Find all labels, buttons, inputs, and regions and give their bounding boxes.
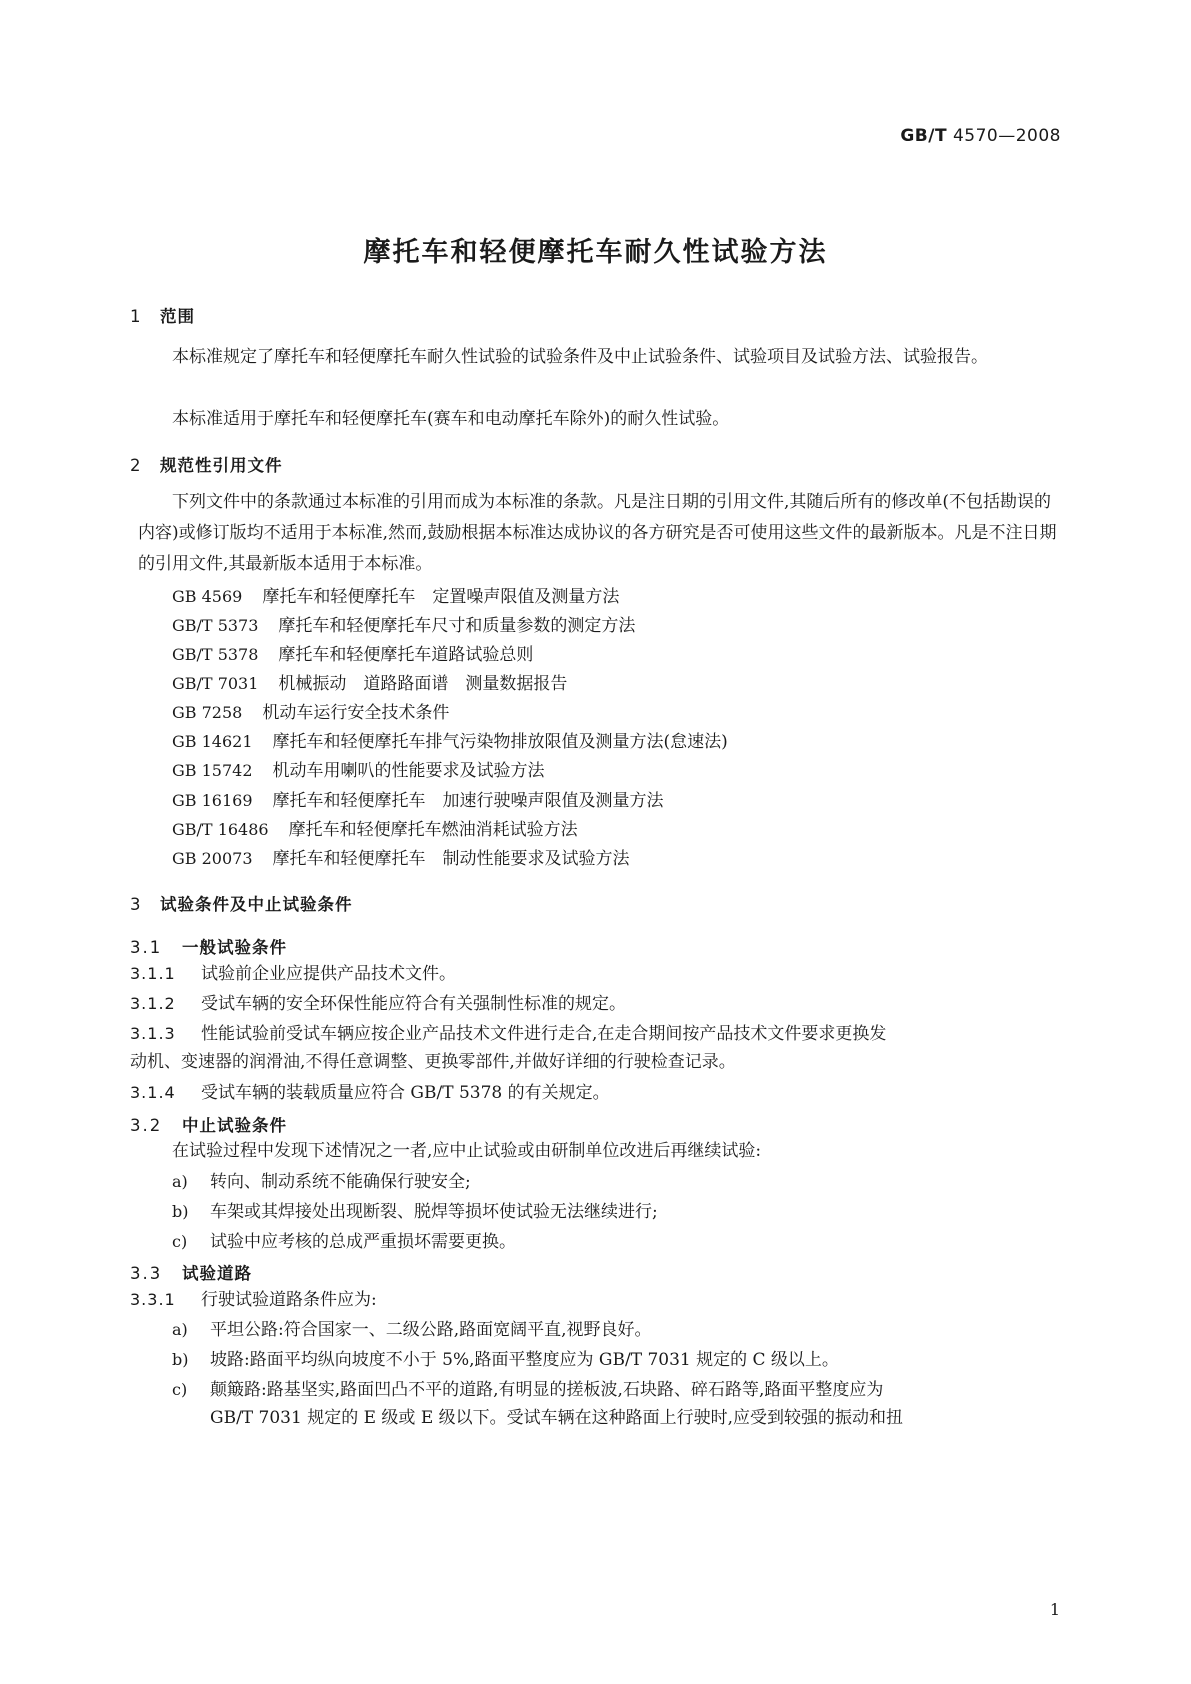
reference-item	[172, 698, 449, 723]
section-3-heading	[130, 891, 353, 915]
list-item	[172, 1226, 516, 1258]
list-text: 颠簸路:路基坚实,路面凹凸不平的道路,有明显的搓板波,石块路、碎石路等,路面平整度应为	[210, 1380, 884, 1400]
reference-code: GB/T 5378	[172, 645, 259, 664]
section-number: 3	[130, 895, 142, 914]
section-2-heading	[130, 452, 283, 476]
clause-text: 性能试验前受试车辆应按企业产品技术文件进行走合,在走合期间按产品技术文件要求更换发	[201, 1024, 887, 1044]
reference-title: 摩托车和轻便摩托车 加速行驶噪声限值及测量方法	[272, 791, 664, 811]
clause-3-1-1	[130, 958, 456, 990]
subsection-3-2-intro: 在试验过程中发现下述情况之一者,应中止试验或由研制单位改进后再继续试验:	[172, 1141, 762, 1161]
list-item	[172, 1196, 658, 1228]
subsection-number: 3.2	[130, 1116, 163, 1135]
reference-code: GB 4569	[172, 587, 243, 606]
clause-number: 3.3.1	[130, 1290, 176, 1309]
list-label: b)	[172, 1350, 189, 1369]
list-item	[172, 1374, 883, 1406]
reference-item	[172, 844, 630, 869]
reference-item	[172, 611, 635, 636]
reference-item	[172, 727, 728, 752]
list-label: a)	[172, 1320, 188, 1339]
clause-number: 3.1.2	[130, 994, 176, 1013]
list-text: 车架或其焊接处出现断裂、脱焊等损坏使试验无法继续进行;	[210, 1202, 658, 1222]
subsection-title: 试验道路	[182, 1264, 252, 1283]
document-title: 摩托车和轻便摩托车耐久性试验方法	[363, 237, 828, 268]
reference-title: 机动车运行安全技术条件	[262, 703, 450, 723]
section-title: 范围	[160, 307, 195, 326]
clause-number: 3.1.3	[130, 1024, 176, 1043]
section-number: 1	[130, 307, 142, 326]
list-text: 试验中应考核的总成严重损坏需要更换。	[210, 1232, 516, 1252]
subsection-3-3-heading	[130, 1260, 252, 1284]
subsection-title: 一般试验条件	[182, 938, 287, 957]
clause-number: 3.1.4	[130, 1083, 176, 1102]
reference-item	[172, 582, 619, 607]
list-item	[172, 1314, 652, 1346]
clause-text: 受试车辆的安全环保性能应符合有关强制性标准的规定。	[201, 994, 626, 1014]
clause-3-1-2	[130, 988, 626, 1020]
reference-item	[172, 786, 664, 811]
clause-3-3-1	[130, 1284, 377, 1316]
reference-code: GB/T 5373	[172, 616, 259, 635]
list-text: 平坦公路:符合国家一、二级公路,路面宽阔平直,视野良好。	[210, 1320, 652, 1340]
reference-title: 机动车用喇叭的性能要求及试验方法	[272, 761, 545, 781]
reference-item	[172, 756, 545, 781]
list-text: 转向、制动系统不能确保行驶安全;	[210, 1172, 471, 1192]
clause-3-1-4	[130, 1077, 610, 1109]
list-item	[172, 1344, 839, 1376]
reference-code: GB 16169	[172, 791, 253, 810]
clause-text: 受试车辆的装载质量应符合 GB/T 5378 的有关规定。	[201, 1083, 610, 1103]
subsection-3-1-heading	[130, 934, 287, 958]
list-item	[172, 1166, 471, 1198]
reference-title: 摩托车和轻便摩托车 定置噪声限值及测量方法	[262, 587, 620, 607]
clause-text: 行驶试验道路条件应为:	[201, 1290, 377, 1310]
subsection-number: 3.1	[130, 938, 163, 957]
reference-code: GB/T 16486	[172, 820, 269, 839]
subsection-3-2-heading	[130, 1112, 287, 1136]
reference-title: 摩托车和轻便摩托车 制动性能要求及试验方法	[272, 849, 630, 869]
section-1-paragraph-2: 本标准适用于摩托车和轻便摩托车(赛车和电动摩托车除外)的耐久性试验。	[172, 409, 730, 429]
reference-item	[172, 669, 567, 694]
reference-code: GB 7258	[172, 703, 243, 722]
clause-number: 3.1.1	[130, 964, 176, 983]
section-title: 试验条件及中止试验条件	[160, 895, 353, 914]
reference-code: GB 15742	[172, 761, 253, 780]
reference-title: 机械振动 道路路面谱 测量数据报告	[278, 674, 568, 694]
reference-code: GB 20073	[172, 849, 253, 868]
standard-number	[900, 126, 1061, 146]
section-1-heading	[130, 303, 195, 327]
reference-code: GB/T 7031	[172, 674, 259, 693]
section-number: 2	[130, 456, 142, 475]
subsection-number: 3.3	[130, 1264, 163, 1283]
list-label: a)	[172, 1172, 188, 1191]
list-item-continued: GB/T 7031 规定的 E 级或 E 级以下。受试车辆在这种路面上行驶时,应受到较强的振动和扭	[210, 1408, 904, 1428]
section-2-paragraph: 下列文件中的条款通过本标准的引用而成为本标准的条款。凡是注日期的引用文件,其随后所有的修改单(不包括勘误的内容)或修订版均不适用于本标准,然而,鼓励根据本标准达成协议的各方研究是否可使用这些文件的最新版本。凡是不注日期的引用文件,其最新版本适用于本标准。	[138, 492, 1057, 574]
clause-text: 试验前企业应提供产品技术文件。	[201, 964, 456, 984]
reference-code: GB 14621	[172, 732, 253, 751]
subsection-title: 中止试验条件	[182, 1116, 287, 1135]
clause-3-1-3	[130, 1018, 886, 1050]
reference-title: 摩托车和轻便摩托车排气污染物排放限值及测量方法(怠速法)	[272, 732, 728, 752]
clause-3-1-3-continued: 动机、变速器的润滑油,不得任意调整、更换零部件,并做好详细的行驶检查记录。	[130, 1052, 736, 1072]
list-label: b)	[172, 1202, 189, 1221]
reference-item	[172, 640, 533, 665]
section-title: 规范性引用文件	[160, 456, 283, 475]
reference-title: 摩托车和轻便摩托车燃油消耗试验方法	[288, 820, 578, 840]
section-1-paragraph-1: 本标准规定了摩托车和轻便摩托车耐久性试验的试验条件及中止试验条件、试验项目及试验方法、试验报告。	[172, 347, 988, 367]
reference-title: 摩托车和轻便摩托车尺寸和质量参数的测定方法	[278, 616, 636, 636]
list-label: c)	[172, 1380, 188, 1399]
page-number: 1	[1049, 1600, 1060, 1619]
reference-item	[172, 815, 578, 840]
standard-prefix: GB/T	[900, 126, 948, 146]
list-label: c)	[172, 1232, 188, 1251]
reference-title: 摩托车和轻便摩托车道路试验总则	[278, 645, 534, 665]
list-text: 坡路:路面平均纵向坡度不小于 5%,路面平整度应为 GB/T 7031 规定的 C 级以上。	[210, 1350, 839, 1370]
standard-code: 4570—2008	[952, 126, 1061, 146]
